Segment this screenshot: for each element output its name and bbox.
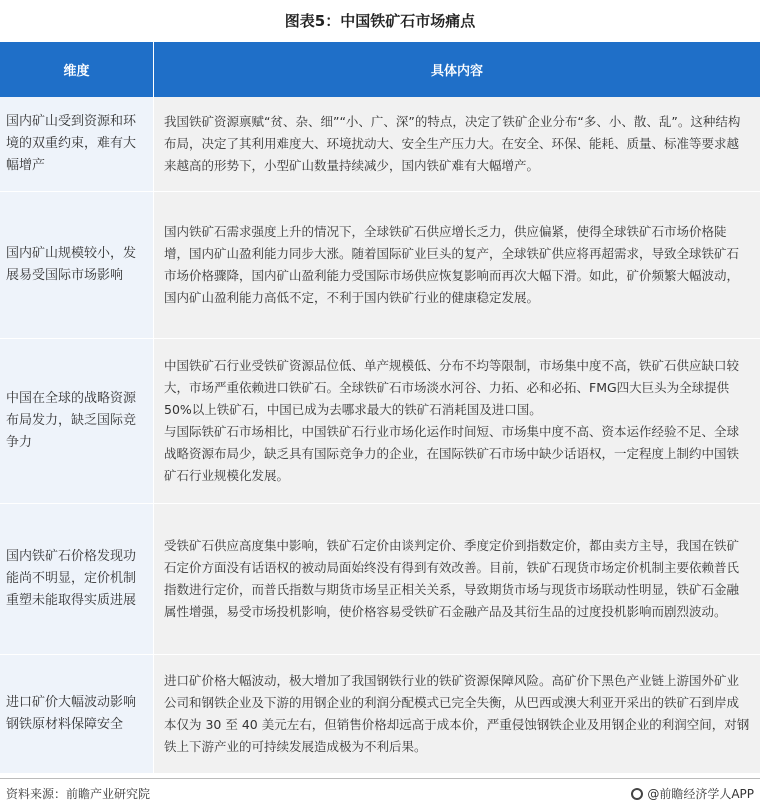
table-row (0, 97, 760, 192)
row-dimension: 国内矿山受到资源和环境的双重约束，难有大幅增产 (0, 97, 153, 191)
chart-title: 图表5：中国铁矿石市场痛点 (284, 11, 476, 30)
brand-credit (631, 785, 760, 802)
row-paragraph: 我国铁矿资源禀赋“贫、杂、细”“小、广、深”的特点，决定了铁矿企业分布“多、小、散、乱”。这种结构布局，决定了其利用难度大、环境扰动大、安全生产压力大。在安全、环保、能耗、质量、标准等要求越来越高的形势下，小型矿山数量持续减少，国内铁矿难有大幅增产。 (164, 114, 741, 173)
row-dimension: 国内铁矿石价格发现功能尚不明显，定价机制重塑未能取得实质进展 (0, 504, 153, 654)
row-paragraph: 受铁矿石供应高度集中影响，铁矿石定价由谈判定价、季度定价到指数定价，都由卖方主导，我国在铁矿石定价方面没有话语权的被动局面始终没有得到有效改善。目前，铁矿石现货市场定价机制主要依赖普氏指数进行定价，而普氏指数与期货市场呈正相关关系，导致期货市场与现货市场联动性明显，铁矿石金融属性增强，易受市场投机影响，使价格容易受铁矿石金融产品及其衍生品的过度投机影响而剧烈波动。 (164, 538, 740, 619)
pain-points-table (0, 42, 760, 774)
source-note: 资料来源：前瞻产业研究院 (6, 787, 151, 801)
table-row (0, 192, 760, 339)
row-dimension: 国内矿山规模较小，发展易受国际市场影响 (0, 192, 153, 338)
row-paragraph: 进口矿价格大幅波动，极大增加了我国钢铁行业的铁矿资源保障风险。高矿价下黑色产业链上游国外矿业公司和钢铁企业及下游的用钢企业的利润分配模式已完全失衡，从巴西或澳大利亚开采出的铁矿石到岸成本仅为 30 至 40 美元左右，但销售价格却远高于成本价，严重侵蚀钢铁企业及用钢企业的利润空间，对钢铁上下游产业的可持续发展造成极为不利后果。 (164, 673, 750, 754)
table-row (0, 655, 760, 774)
brand-text: @前瞻经济学人APP (647, 787, 754, 801)
row-paragraph: 与国际铁矿石市场相比，中国铁矿石行业市场化运作时间短、市场集中度不高、资本运作经验不足、全球战略资源布局少，缺乏具有国际竞争力的企业，在国际铁矿石市场中缺少话语权，一定程度上制约中国铁矿石行业规模化发展。 (164, 424, 740, 483)
row-paragraph: 国内铁矿石需求强度上升的情况下，全球铁矿石供应增长乏力，供应偏紧，使得全球铁矿石市场价格陡增，国内矿山盈利能力同步大涨。随着国际矿业巨头的复产，全球铁矿供应将再超需求，导致全球铁矿石市场价格骤降，国内矿山盈利能力受国际市场供应恢复影响而再次大幅下滑。如此，矿价频繁大幅波动，国内矿山盈利能力高低不定，不利于国内铁矿行业的健康稳定发展。 (164, 224, 740, 305)
row-dimension: 进口矿价大幅波动影响钢铁原材料保障安全 (0, 655, 153, 773)
table-row (0, 504, 760, 655)
header-dimension: 维度 (63, 64, 90, 79)
header-content: 具体内容 (430, 64, 483, 79)
table-row (0, 339, 760, 504)
brand-logo-icon (631, 788, 643, 800)
row-content (153, 192, 760, 338)
row-dimension: 中国在全球的战略资源布局发力，缺乏国际竞争力 (0, 339, 153, 503)
row-content (153, 655, 760, 773)
table-header (0, 42, 760, 97)
row-content (153, 504, 760, 654)
footer (0, 778, 760, 808)
row-paragraph: 中国铁矿石行业受铁矿资源品位低、单产规模低、分布不均等限制，市场集中度不高，铁矿石供应缺口较大，市场严重依赖进口铁矿石。全球铁矿石市场淡水河谷、力拓、必和必拓、FMG四大巨头为全球提供 50%以上铁矿石，中国已成为去哪求最大的铁矿石消耗国及进口国。 (164, 358, 740, 417)
row-content (153, 339, 760, 503)
row-content (153, 97, 760, 191)
